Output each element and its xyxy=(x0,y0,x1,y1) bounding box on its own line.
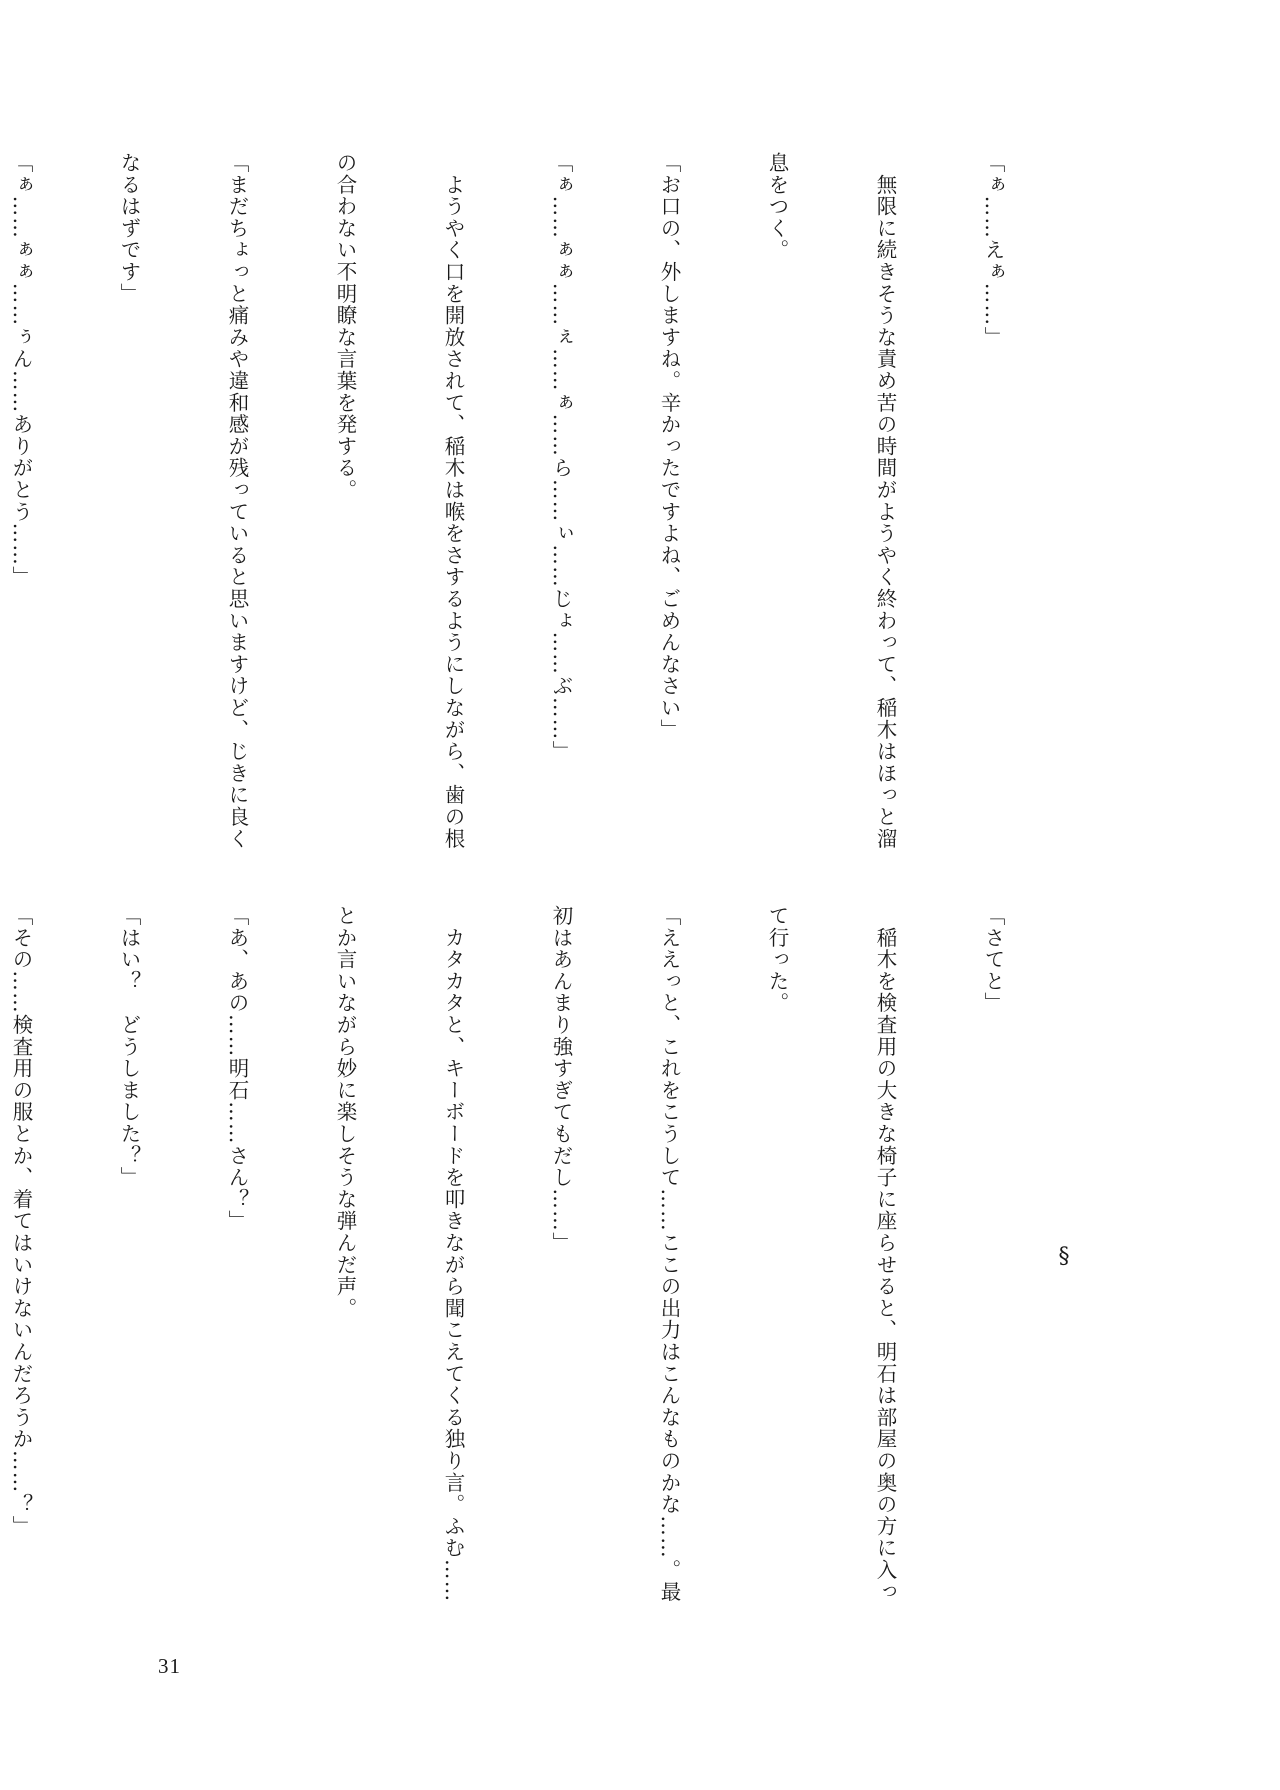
text-line: 無限に続きそうな責め苦の時間がようやく終わって、稲木はほっと溜 xyxy=(873,152,897,850)
text-line: 「ぁ……ぁぁ……ぇ……ぁ……ら……ぃ……じょ……ぶ……」 xyxy=(549,152,573,763)
text-line: ようやく口を開放されて、稲木は喉をさするようにしながら、歯の根 xyxy=(441,152,465,850)
text-line: カタカタと、キーボードを叩きながら聞こえてくる独り言。ふむ…… xyxy=(441,905,465,1603)
upper-text-block xyxy=(0,152,1083,860)
text-line: 「その……検査用の服とか、着てはいけないんだろうか……？」 xyxy=(9,905,33,1538)
text-line: 「ええっと、これをこうして……ここの出力はこんなものかな……。最 xyxy=(657,905,681,1603)
text-line: 初はあんまり強すぎてもだし……」 xyxy=(549,905,573,1254)
text-line: 「はい？ どうしました？」 xyxy=(117,905,141,1189)
text-line: 「あ、あの……明石……さん？」 xyxy=(225,905,249,1232)
text-line: 「ぁ……えぁ……」 xyxy=(981,152,1005,349)
text-line: なるはずです」 xyxy=(117,152,141,305)
text-line: 「さてと」 xyxy=(981,905,1005,1014)
page-number: 31 xyxy=(158,1654,181,1678)
text-line: て行った。 xyxy=(765,905,789,1014)
text-line: とか言いながら妙に楽しそうな弾んだ声。 xyxy=(333,905,357,1320)
text-line: 「お口の、外しますね。辛かったですよね、ごめんなさい」 xyxy=(657,152,681,741)
text-line: 息をつく。 xyxy=(765,152,789,261)
text-line: の合わない不明瞭な言葉を発する。 xyxy=(333,152,357,501)
section-mark: § xyxy=(1058,1244,1070,1269)
text-line: 「ぁ……ぁぁ……ぅん……ありがとう……」 xyxy=(9,152,33,588)
lower-text-block xyxy=(0,905,1083,1605)
text-line: 「まだちょっと痛みや違和感が残っていると思いますけど、じきに良く xyxy=(225,152,249,850)
text-line: 稲木を検査用の大きな椅子に座らせると、明石は部屋の奥の方に入っ xyxy=(873,905,897,1603)
